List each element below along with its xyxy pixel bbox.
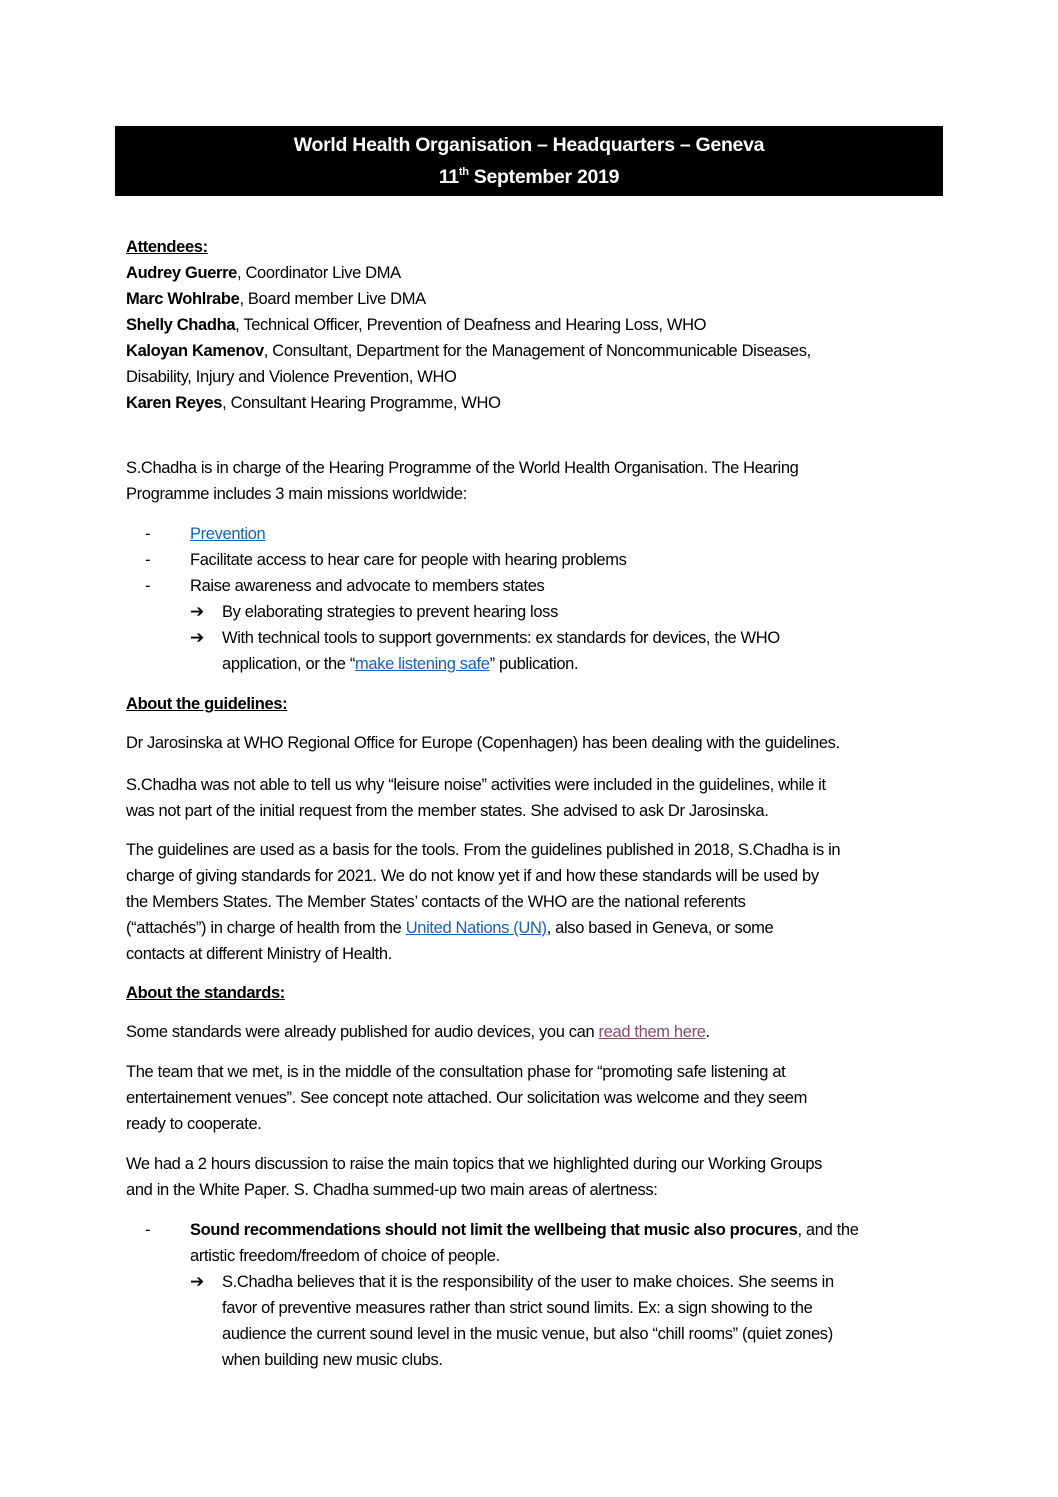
sub-item-continued: favor of preventive measures rather than strict sound limits. Ex: a sign showing to the [222,1299,813,1317]
sub-item: S.Chadha believes that it is the responsibility of the user to make choices. She seems in [222,1273,834,1291]
intro-paragraph-line: S.Chadha is in charge of the Hearing Programme of the World Health Organisation. The Hearing [126,459,799,477]
mission-item-prevention [190,525,265,544]
attendee-item: Shelly Chadha, Technical Officer, Prevention of Deafness and Hearing Loss, WHO [126,316,707,334]
standards-paragraph: The team that we met, is in the middle of the consultation phase for “promoting safe listening at [126,1063,786,1081]
arrow-icon: ➔ [190,1272,204,1291]
standards-paragraph: Some standards were already published for audio devices, you can read them here. [126,1023,710,1041]
document-title: World Health Organisation – Headquarters – Geneva [293,134,765,156]
intro-paragraph-line: Programme includes 3 main missions worldwide: [126,485,467,503]
alertness-item: Sound recommendations should not limit the wellbeing that music also procures, and the [190,1221,859,1239]
arrow-icon: ➔ [190,602,204,621]
standards-paragraph: ready to cooperate. [126,1115,262,1133]
attendee-item-continued: Disability, Injury and Violence Prevention, WHO [126,368,457,386]
sub-item-continued: when building new music clubs. [222,1351,443,1369]
attendee-item: Audrey Guerre, Coordinator Live DMA [126,264,401,282]
sub-item-continued: audience the current sound level in the music venue, but also “chill rooms” (quiet zones) [222,1325,833,1343]
standards-paragraph: and in the White Paper. S. Chadha summed-up two main areas of alertness: [126,1181,658,1199]
sub-item: With technical tools to support governments: ex standards for devices, the WHO [222,629,780,647]
bullet-dash: - [145,525,151,543]
guidelines-paragraph: (“attachés”) in charge of health from the United Nations (UN), also based in Geneva, or some [126,919,774,937]
document-header-banner [115,126,943,196]
read-them-here-link[interactable]: read them here [598,1023,706,1041]
mission-item: Facilitate access to hear care for people with hearing problems [190,551,627,569]
attendee-item: Karen Reyes, Consultant Hearing Programme, WHO [126,394,501,412]
guidelines-paragraph: the Members States. The Member States’ contacts of the WHO are the national referents [126,893,746,911]
standards-paragraph: entertainement venues”. See concept note attached. Our solicitation was welcome and they seem [126,1089,808,1107]
date-suffix: th [458,166,469,178]
guidelines-paragraph: Dr Jarosinska at WHO Regional Office for Europe (Copenhagen) has been dealing with the guidelines. [126,734,840,752]
guidelines-paragraph: was not part of the initial request from the member states. She advised to ask Dr Jarosinska. [126,802,769,820]
date-day: 11 [438,166,459,188]
united-nations-link[interactable]: United Nations (UN) [405,919,547,937]
bullet-dash: - [145,577,151,595]
sub-item-continued: application, or the “make listening safe” publication. [222,655,579,673]
guidelines-heading: About the guidelines: [126,695,288,713]
guidelines-paragraph: contacts at different Ministry of Health. [126,945,392,963]
guidelines-paragraph: S.Chadha was not able to tell us why “leisure noise” activities were included in the guidelines, while it [126,776,826,794]
make-listening-safe-link[interactable]: make listening safe [354,655,490,673]
bullet-dash: - [145,1221,151,1239]
sub-item: By elaborating strategies to prevent hearing loss [222,603,558,621]
attendees-heading: Attendees: [126,238,208,256]
prevention-link[interactable]: Prevention [190,525,266,543]
guidelines-paragraph: The guidelines are used as a basis for the tools. From the guidelines published in 2018, S.Chadha is in [126,841,841,859]
guidelines-paragraph: charge of giving standards for 2021. We do not know yet if and how these standards will be used by [126,867,819,885]
date-month-year: September 2019 [468,166,620,188]
standards-heading: About the standards: [126,984,285,1002]
arrow-icon: ➔ [190,628,204,647]
attendee-item: Kaloyan Kamenov, Consultant, Department for the Management of Noncommunicable Diseases, [126,342,811,360]
mission-item: Raise awareness and advocate to members states [190,577,545,595]
bullet-dash: - [145,551,151,569]
alertness-item-continued: artistic freedom/freedom of choice of people. [190,1247,500,1265]
attendee-item: Marc Wohlrabe, Board member Live DMA [126,290,426,308]
document-date [115,166,943,189]
standards-paragraph: We had a 2 hours discussion to raise the main topics that we highlighted during our Working Groups [126,1155,823,1173]
